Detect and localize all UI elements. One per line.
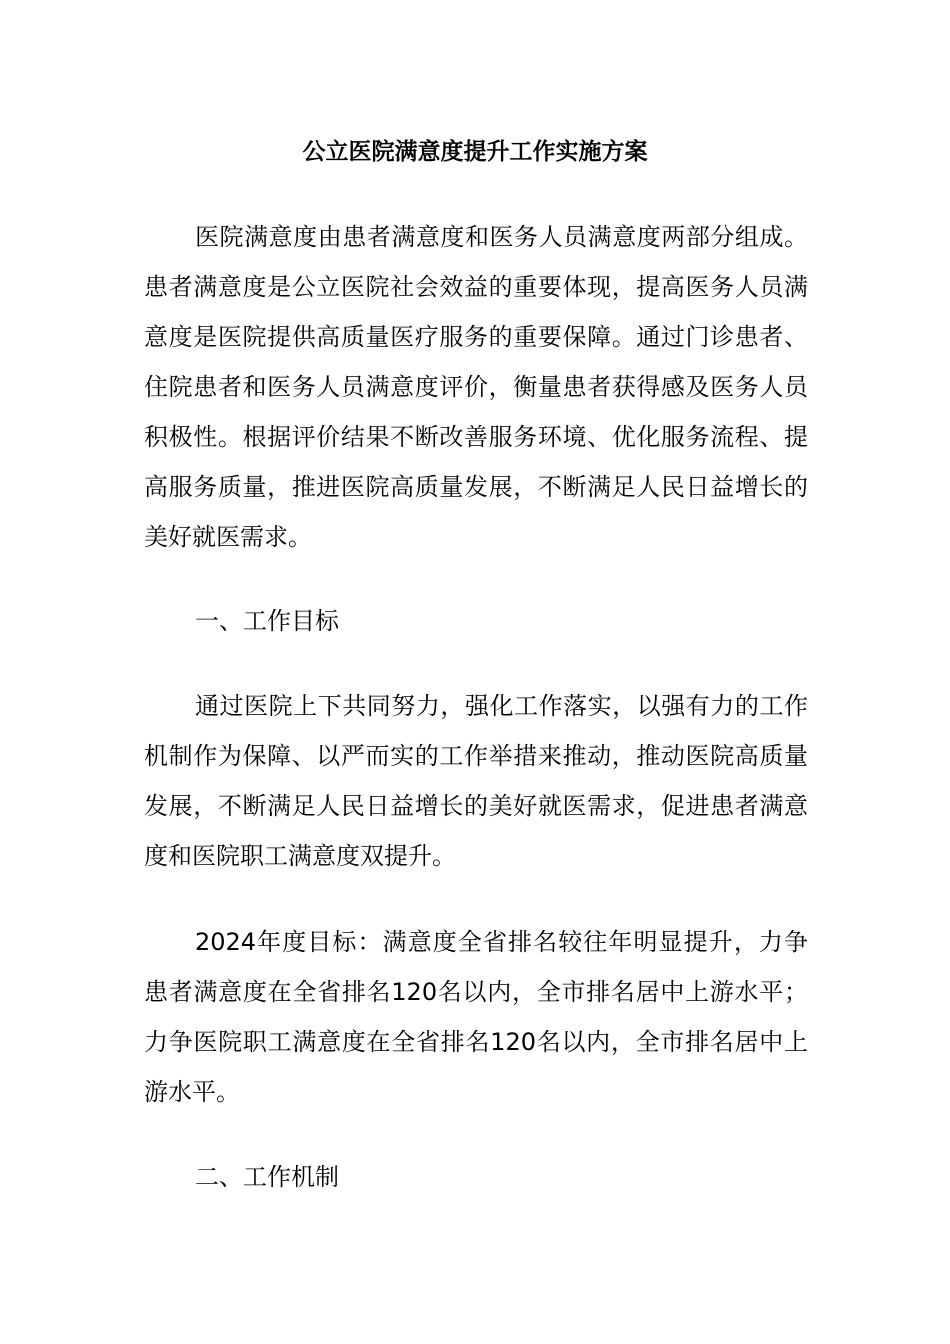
annual-target-paragraph: 2024年度目标：满意度全省排名较往年明显提升，力争患者满意度在全省排名120名以内，全市排名居中上游水平；力争医院职工满意度在全省排名120名以内，全市排名居中上游水平。: [144, 928, 808, 1106]
goals-paragraph: 通过医院上下共同努力，强化工作落实，以强有力的工作机制作为保障、以严而实的工作举措来推动，推动医院高质量发展，不断满足人民日益增长的美好就医需求，促进患者满意度和医院职工满意度双提升。: [144, 692, 808, 870]
document-title: 公立医院满意度提升工作实施方案: [302, 139, 648, 165]
intro-paragraph: 医院满意度由患者满意度和医务人员满意度两部分组成。患者满意度是公立医院社会效益的重要体现，提高医务人员满意度是医院提供高质量医疗服务的重要保障。通过门诊患者、住院患者和医务人员满意度评价，衡量患者获得感及医务人员积极性。根据评价结果不断改善服务环境、优化服务流程、提高服务质量，推进医院高质量发展，不断满足人民日益增长的美好就医需求。: [144, 223, 808, 551]
section-heading-mechanism: 二、工作机制: [195, 1163, 339, 1191]
section-heading-goals: 一、工作目标: [195, 607, 339, 635]
